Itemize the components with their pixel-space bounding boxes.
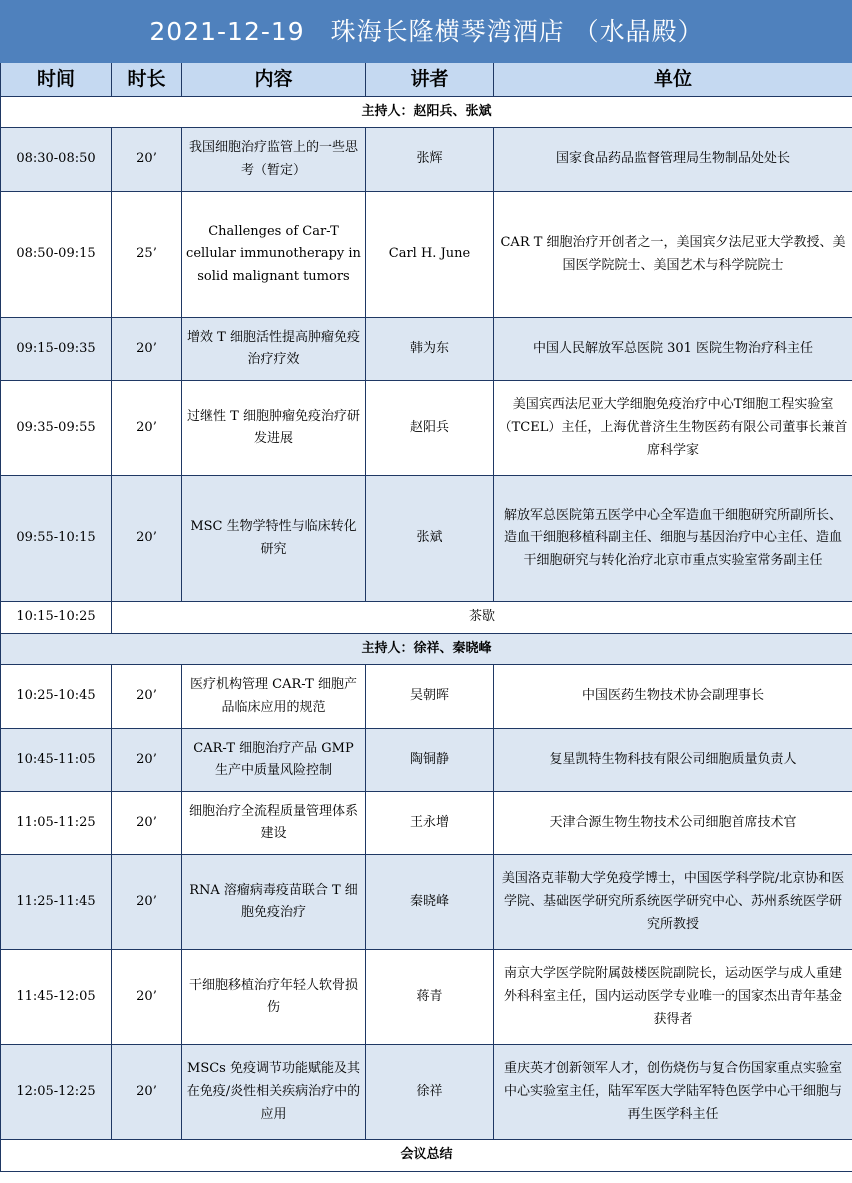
- table-row: [1, 950, 852, 1045]
- table-row: [1, 476, 852, 602]
- time-cell: 10:25-10:45: [1, 665, 112, 729]
- header-content: 内容: [182, 63, 366, 97]
- session-chair: 主持人：徐祥、秦晓峰: [1, 634, 852, 665]
- table-row: [1, 192, 852, 318]
- duration-cell: 20’: [112, 476, 182, 602]
- topic-cell: RNA 溶瘤病毒疫苗联合 T 细胞免疫治疗: [182, 855, 366, 950]
- time-cell: 08:50-09:15: [1, 192, 112, 318]
- table-row: [1, 381, 852, 476]
- speaker-cell: 赵阳兵: [366, 381, 494, 476]
- table-row: [1, 1045, 852, 1140]
- duration-cell: 20’: [112, 729, 182, 792]
- org-cell: 国家食品药品监督管理局生物制品处处长: [494, 128, 852, 192]
- topic-cell: CAR-T 细胞治疗产品 GMP 生产中质量风险控制: [182, 729, 366, 792]
- header-speaker: 讲者: [366, 63, 494, 97]
- header-duration: 时长: [112, 63, 182, 97]
- page-title: 2021-12-19 珠海长隆横琴湾酒店 （水晶殿）: [1, 1, 852, 63]
- topic-cell: 医疗机构管理 CAR-T 细胞产品临床应用的规范: [182, 665, 366, 729]
- table-row: [1, 128, 852, 192]
- speaker-cell: 陶铜静: [366, 729, 494, 792]
- speaker-cell: 王永增: [366, 792, 494, 855]
- org-cell: 天津合源生物生物技术公司细胞首席技术官: [494, 792, 852, 855]
- org-cell: CAR T 细胞治疗开创者之一，美国宾夕法尼亚大学教授、美国医学院院士、美国艺术与科学院院士: [494, 192, 852, 318]
- header-organization: 单位: [494, 63, 852, 97]
- topic-cell: 干细胞移植治疗年轻人软骨损伤: [182, 950, 366, 1045]
- break-label: 茶歇: [112, 602, 852, 634]
- duration-cell: 25’: [112, 192, 182, 318]
- org-cell: 中国人民解放军总医院 301 医院生物治疗科主任: [494, 318, 852, 381]
- speaker-cell: Carl H. June: [366, 192, 494, 318]
- duration-cell: 20’: [112, 318, 182, 381]
- time-cell: 11:05-11:25: [1, 792, 112, 855]
- topic-cell: 细胞治疗全流程质量管理体系建设: [182, 792, 366, 855]
- org-cell: 解放军总医院第五医学中心全军造血干细胞研究所副所长、造血干细胞移植科副主任、细胞与基因治疗中心主任、造血干细胞研究与转化治疗北京市重点实验室常务副主任: [494, 476, 852, 602]
- speaker-cell: 吴朝晖: [366, 665, 494, 729]
- table-row: [1, 729, 852, 792]
- duration-cell: 20’: [112, 381, 182, 476]
- time-cell: 09:35-09:55: [1, 381, 112, 476]
- topic-cell: Challenges of Car-T cellular immunotherapy in solid malignant tumors: [182, 192, 366, 318]
- time-cell: 10:45-11:05: [1, 729, 112, 792]
- speaker-cell: 徐祥: [366, 1045, 494, 1140]
- table-row: [1, 318, 852, 381]
- speaker-cell: 秦晓峰: [366, 855, 494, 950]
- break-row: [1, 602, 852, 634]
- topic-cell: 我国细胞治疗监管上的一些思考（暂定）: [182, 128, 366, 192]
- table-row: [1, 665, 852, 729]
- speaker-cell: 蒋青: [366, 950, 494, 1045]
- table-row: [1, 792, 852, 855]
- speaker-cell: 韩为东: [366, 318, 494, 381]
- speaker-cell: 张辉: [366, 128, 494, 192]
- topic-cell: 过继性 T 细胞肿瘤免疫治疗研发进展: [182, 381, 366, 476]
- table-row: [1, 855, 852, 950]
- time-cell: 09:15-09:35: [1, 318, 112, 381]
- topic-cell: MSCs 免疫调节功能赋能及其在免疫/炎性相关疾病治疗中的应用: [182, 1045, 366, 1140]
- time-cell: 11:45-12:05: [1, 950, 112, 1045]
- time-cell: 08:30-08:50: [1, 128, 112, 192]
- duration-cell: 20’: [112, 855, 182, 950]
- org-cell: 美国宾西法尼亚大学细胞免疫治疗中心T细胞工程实验室（TCEL）主任，上海优普济生生物医药有限公司董事长兼首席科学家: [494, 381, 852, 476]
- topic-cell: MSC 生物学特性与临床转化研究: [182, 476, 366, 602]
- topic-cell: 增效 T 细胞活性提高肿瘤免疫治疗疗效: [182, 318, 366, 381]
- break-time: 10:15-10:25: [1, 602, 112, 634]
- org-cell: 中国医药生物技术协会副理事长: [494, 665, 852, 729]
- org-cell: 复星凯特生物科技有限公司细胞质量负责人: [494, 729, 852, 792]
- time-cell: 11:25-11:45: [1, 855, 112, 950]
- time-cell: 09:55-10:15: [1, 476, 112, 602]
- session-chair: 主持人：赵阳兵、张斌: [1, 97, 852, 128]
- org-cell: 重庆英才创新领军人才，创伤烧伤与复合伤国家重点实验室中心实验室主任，陆军军医大学陆军特色医学中心干细胞与再生医学科主任: [494, 1045, 852, 1140]
- duration-cell: 20’: [112, 792, 182, 855]
- duration-cell: 20’: [112, 665, 182, 729]
- duration-cell: 20’: [112, 128, 182, 192]
- org-cell: 南京大学医学院附属鼓楼医院副院长，运动医学与成人重建外科科室主任，国内运动医学专业唯一的国家杰出青年基金获得者: [494, 950, 852, 1045]
- duration-cell: 20’: [112, 1045, 182, 1140]
- org-cell: 美国洛克菲勒大学免疫学博士，中国医学科学院/北京协和医学院、基础医学研究所系统医学研究中心、苏州系统医学研究所教授: [494, 855, 852, 950]
- duration-cell: 20’: [112, 950, 182, 1045]
- closing-remarks: 会议总结: [1, 1140, 852, 1172]
- header-time: 时间: [1, 63, 112, 97]
- time-cell: 12:05-12:25: [1, 1045, 112, 1140]
- speaker-cell: 张斌: [366, 476, 494, 602]
